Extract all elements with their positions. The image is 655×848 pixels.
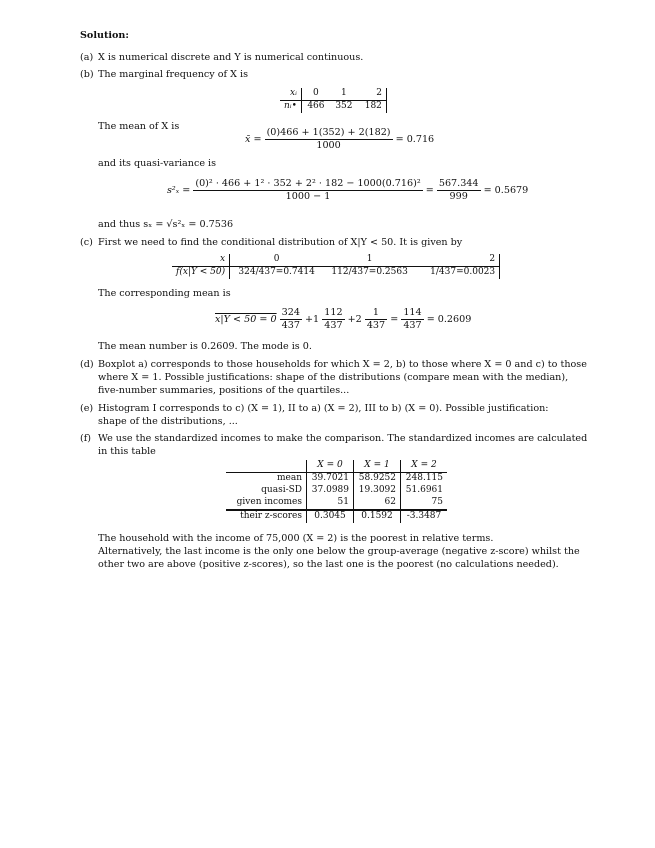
solution-title: Solution:: [80, 30, 129, 41]
cond-plus2: +2: [347, 313, 362, 325]
mean-lhs: x̄ =: [245, 133, 262, 145]
zscore-score-label: their z-scores: [226, 510, 307, 523]
part-f-conclusion1: The household with the income of 75,000 (X = 2) is the poorest in relative terms.: [98, 533, 494, 544]
cond-x-cell: 0: [230, 254, 324, 267]
freq-x-cell: 0: [301, 88, 330, 101]
zscore-score-cell: 0.1592: [354, 510, 401, 523]
mean-formula: [245, 127, 434, 152]
freq-n-cell: 466: [307, 101, 325, 112]
zscore-row-label: mean: [226, 473, 307, 486]
part-e-line1: Histogram I corresponds to c) (X = 1), II to a) (X = 2), III to b) (X = 0). Possible justification:: [98, 403, 549, 414]
freq-n-cell: 182: [358, 101, 387, 114]
zscore-col-header: X = 1: [354, 460, 401, 473]
part-a-text: X is numerical discrete and Y is numerical continuous.: [98, 52, 364, 63]
zscore-corner: [226, 460, 307, 473]
variance-intro: and its quasi-variance is: [98, 158, 217, 169]
zscore-table: [226, 460, 447, 523]
conditional-distribution-table: [172, 254, 500, 279]
part-c-intro: First we need to find the conditional distribution of X|Y < 50. It is given by: [98, 237, 463, 248]
cond-fraction-1: [280, 307, 302, 332]
mean-fraction: [265, 127, 393, 152]
freq-row-label: nᵢ•: [280, 101, 301, 114]
part-d-label: (d): [80, 359, 94, 370]
variance-fraction-2: [437, 178, 481, 203]
zscore-row-label: quasi-SD: [226, 485, 307, 497]
zscore-row-label: given incomes: [226, 497, 307, 510]
part-d-line1: Boxplot a) corresponds to those households for which X = 2, b) to those where X = 0 and c) to those: [98, 359, 587, 370]
cond-x-cell: 1: [323, 254, 416, 267]
part-b-label: (b): [80, 69, 94, 80]
variance-lhs: s²ₓ =: [167, 184, 191, 196]
part-b-intro: The marginal frequency of X is: [98, 69, 249, 80]
marginal-frequency-table: [280, 88, 387, 113]
cond-conclusion: The mean number is 0.2609. The mode is 0.: [98, 341, 312, 352]
cond-f3-num: 1: [365, 307, 387, 320]
cond-f4-num: 114: [403, 307, 422, 318]
part-d-line3: five-number summaries, positions of the quartiles...: [98, 385, 350, 396]
cond-fraction-4: [401, 307, 423, 332]
freq-x-cell: 1: [330, 88, 358, 101]
zscore-cell: 75: [401, 497, 448, 510]
cond-eq: =: [390, 313, 399, 325]
part-d-line2: where X = 1. Possible justifications: shape of the distributions (compare mean with the median),: [98, 372, 569, 383]
cond-f4-den: 437: [403, 319, 422, 331]
variance-denominator-2: 999: [449, 190, 468, 202]
zscore-col-header: X = 0: [307, 460, 354, 473]
cond-f-cell: 1/437=0.0023: [416, 267, 500, 280]
variance-fraction: [193, 178, 422, 203]
zscore-cell: 19.3092: [354, 485, 401, 497]
cond-mean-formula: [215, 307, 471, 332]
freq-x-cell: 2: [358, 88, 387, 101]
cond-header-label: x: [172, 254, 230, 267]
variance-formula: [167, 178, 528, 203]
freq-n-cell: 352: [335, 101, 353, 112]
part-f-conclusion3: other two are above (positive z-scores), so the last one is the poorest (no calculations needed).: [98, 559, 559, 570]
cond-f1-den: 437: [281, 319, 300, 331]
zscore-cell: 58.9252: [354, 473, 401, 486]
part-f-line1: We use the standardized incomes to make the comparison. The standardized incomes are calculated: [98, 433, 588, 444]
cond-mean-intro: The corresponding mean is: [98, 288, 231, 299]
variance-equals: =: [425, 184, 434, 196]
cond-f1-num: 324: [281, 307, 300, 318]
part-a-label: (a): [80, 52, 94, 63]
zscore-cell: 51.6961: [405, 485, 443, 496]
zscore-cell: 248.115: [405, 473, 443, 484]
cond-result: = 0.2609: [426, 313, 472, 325]
cond-f3-den: 437: [366, 319, 386, 331]
cond-mean-lhs: x|Y < 50 = 0: [215, 313, 277, 325]
part-f-line2: in this table: [98, 446, 156, 457]
cond-f-cell: 324/437=0.7414: [238, 267, 315, 278]
mean-result: = 0.716: [395, 133, 435, 145]
cond-fraction-2: [322, 307, 344, 332]
part-e-line2: shape of the distributions, ...: [98, 416, 238, 427]
part-f-label: (f): [80, 433, 92, 444]
part-e-label: (e): [80, 403, 94, 414]
variance-numerator: (0)² · 466 + 1² · 352 + 2² · 182 − 1000(0.716)²: [195, 178, 421, 189]
cond-x-cell: 2: [416, 254, 500, 267]
variance-result: = 0.5679: [483, 184, 529, 196]
sd-text: and thus sₓ = √s²ₓ = 0.7536: [98, 219, 234, 230]
part-c-label: (c): [80, 237, 93, 248]
part-f-conclusion2: Alternatively, the last income is the only one below the group-average (negative z-score) whilst the: [98, 546, 580, 557]
variance-numerator-2: 567.344: [438, 178, 479, 189]
freq-header-label: xᵢ: [280, 88, 301, 101]
zscore-cell: 37.0989: [307, 485, 354, 497]
zscore-col-header: X = 2: [401, 460, 448, 473]
zscore-cell: 39.7021: [307, 473, 354, 486]
mean-intro: The mean of X is: [98, 121, 180, 132]
cond-f-cell: 112/437=0.2563: [331, 267, 408, 278]
cond-f2-num: 112: [324, 307, 343, 318]
zscore-cell: 62: [354, 497, 401, 510]
mean-denominator: 1000: [316, 139, 341, 151]
cond-row-label: f(x|Y < 50): [172, 267, 230, 280]
cond-f2-den: 437: [324, 319, 343, 331]
zscore-score-cell: 0.3045: [307, 510, 354, 523]
zscore-score-cell: -3.3487: [406, 511, 442, 522]
cond-plus1: +1: [305, 313, 320, 325]
mean-numerator: (0)466 + 1(352) + 2(182): [266, 127, 391, 138]
cond-fraction-3: [365, 307, 387, 332]
variance-denominator: 1000 − 1: [285, 190, 331, 202]
zscore-cell: 51: [307, 497, 354, 510]
